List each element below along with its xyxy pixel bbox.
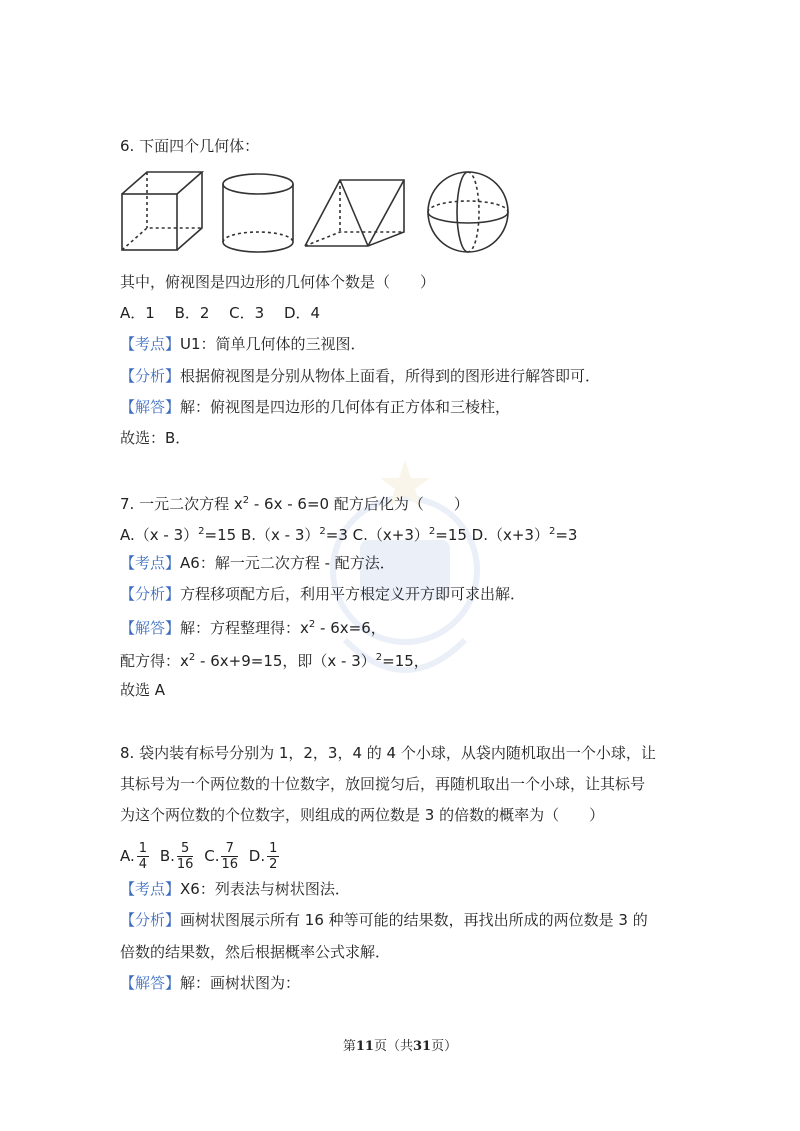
jieda-tag: 【解答】 (120, 974, 181, 992)
kaodian-text: X6：列表法与树状图法． (180, 880, 350, 898)
q6-jieda (120, 397, 510, 417)
q8-fenxi1 (120, 910, 648, 930)
q7-title-a: 7. 一元二次方程 x (120, 495, 243, 513)
option-a-label: A. (120, 847, 135, 865)
q6-kaodian (120, 334, 366, 354)
q7-options (120, 522, 577, 545)
cube-shape (122, 172, 202, 250)
sup-2: 2 (308, 619, 316, 630)
jieda-text: 解：俯视图是四边形的几何体有正方体和三棱柱， (180, 398, 511, 416)
denominator: 4 (138, 857, 148, 872)
triangular-prism-shape (305, 180, 404, 246)
q8-kaodian (120, 879, 350, 899)
q7-fenxi (120, 584, 525, 604)
sup-2: 2 (198, 526, 205, 537)
denominator: 16 (176, 857, 194, 872)
q7-opt-d: =15 D.（x+3） (435, 526, 549, 544)
fraction-c (221, 841, 238, 872)
q7-answer: 故选 A (120, 681, 166, 699)
peifang-c: =15， (382, 652, 429, 670)
numerator: 1 (269, 841, 278, 856)
numerator: 1 (138, 841, 148, 856)
q7-opt-b: =15 B.（x - 3） (204, 526, 320, 544)
q8-options (120, 838, 285, 874)
q8-line1: 8. 袋内装有标号分别为 1，2，3，4 的 4 个小球，从袋内随机取出一个小球，让 (120, 744, 656, 762)
q8-line3: 为这个两位数的个位数字，则组成的两位数是 3 的倍数的概率为（ ） (120, 806, 605, 824)
peifang-a: 配方得：x (120, 652, 189, 670)
denominator: 2 (269, 857, 278, 872)
jieda-tag: 【解答】 (120, 619, 181, 637)
geometric-solids-figure (118, 168, 538, 263)
fenxi-text: 方程移项配方后，利用平方根定义开方即可求出解． (180, 585, 526, 603)
fenxi-tag: 【分析】 (120, 585, 181, 603)
total-pages: 31 (413, 1039, 432, 1054)
kaodian-tag: 【考点】 (120, 554, 181, 572)
q8-line2: 其标号为一个两位数的十位数字，放回搅匀后，再随机取出一个小球，让其标号 (120, 775, 646, 793)
fraction-a (137, 841, 149, 872)
sup-2: 2 (188, 652, 196, 663)
kaodian-tag: 【考点】 (120, 880, 181, 898)
fenxi-text: 根据俯视图是分别从物体上面看，所得到的图形进行解答即可． (180, 367, 601, 385)
q6-options: A．1 B．2 C．3 D．4 (120, 304, 321, 322)
fraction-d (267, 841, 279, 872)
sup-2: 2 (548, 526, 556, 537)
q7-opt-c: =3 C.（x+3） (325, 526, 429, 544)
q6-answer: 故选：B． (120, 429, 191, 447)
sphere-shape (428, 172, 508, 252)
fenxi-tag: 【分析】 (120, 367, 181, 385)
option-b-label: B. (159, 847, 175, 865)
footer-pre: 第 (342, 1039, 356, 1054)
q7-jieda (120, 615, 386, 638)
footer-mid: 页（共 (373, 1039, 413, 1054)
page-number: 11 (355, 1039, 374, 1054)
q7-opt-end: =3 (555, 526, 578, 544)
q8-jieda (120, 973, 300, 993)
sup-2: 2 (319, 526, 326, 537)
option-c-label: C. (204, 847, 220, 865)
cylinder-shape (223, 174, 293, 252)
fenxi-text: 画树状图展示所有 16 种等可能的结果数，再找出所成的两位数是 3 的 (180, 911, 648, 929)
sup-2: 2 (375, 652, 383, 663)
q7-title-b: - 6x - 6=0 配方后化为（ ） (249, 495, 469, 513)
q6-fenxi (120, 366, 600, 386)
jieda-text-a: 解：方程整理得：x (180, 619, 309, 637)
kaodian-tag: 【考点】 (120, 335, 181, 353)
kaodian-text: U1：简单几何体的三视图． (180, 335, 366, 353)
fenxi-tag: 【分析】 (120, 911, 181, 929)
q6-title: 6. 下面四个几何体： (120, 137, 260, 155)
jieda-text: 解：画树状图为： (180, 974, 301, 992)
q7-opt-a: A.（x - 3） (120, 526, 199, 544)
q8-fenxi2: 倍数的结果数，然后根据概率公式求解． (120, 943, 391, 961)
q7-kaodian (120, 553, 395, 573)
numerator: 5 (177, 841, 194, 857)
numerator: 7 (221, 841, 238, 857)
jieda-text-b: - 6x=6， (315, 619, 386, 637)
kaodian-text: A6：解一元二次方程 - 配方法． (180, 554, 395, 572)
jieda-tag: 【解答】 (120, 398, 181, 416)
q6-question: 其中，俯视图是四边形的几何体个数是（ ） (120, 273, 436, 291)
option-d-label: D. (248, 847, 266, 865)
q7-title (120, 491, 469, 514)
fraction-b (177, 841, 194, 872)
peifang-b: - 6x+9=15，即（x - 3） (195, 652, 376, 670)
q7-peifang (120, 648, 429, 671)
q7-title-sup: 2 (242, 495, 250, 506)
footer-post: 页） (431, 1039, 458, 1054)
sup-2: 2 (428, 526, 436, 537)
denominator: 16 (221, 857, 239, 872)
page-footer (0, 1035, 800, 1054)
